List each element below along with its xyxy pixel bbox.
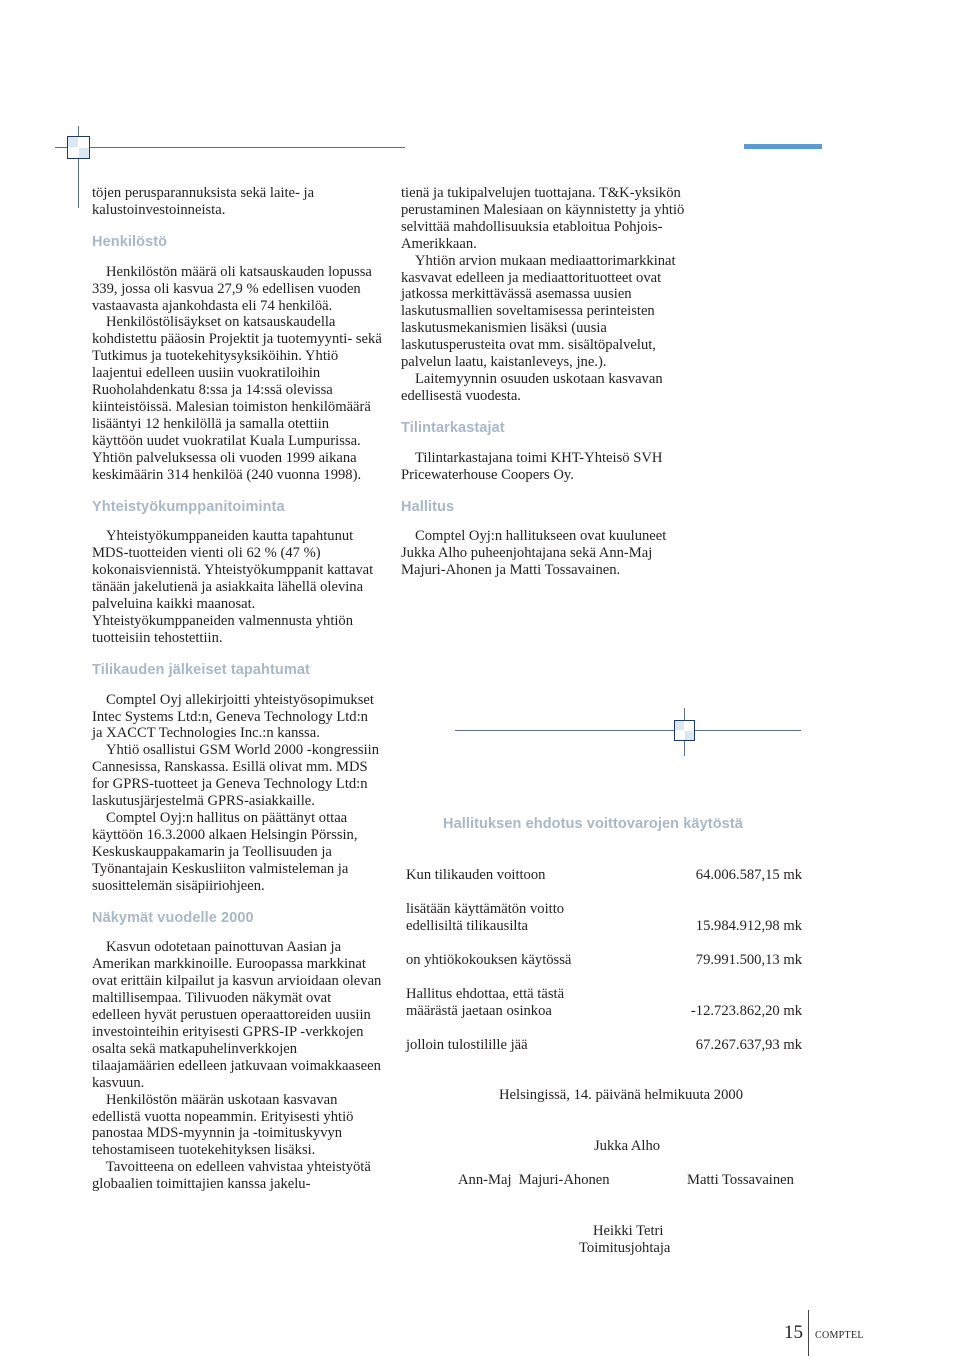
signature-ceo-title: Toimitusjohtaja (579, 1240, 671, 1256)
paragraph: tienä ja tukipalvelujen tuottajana. T&K-yksikön perustaminen Malesiaan on käynnistetty ja yhtiö selvittää mahdollisuuksia etabloitua Pohjois-Amerikkaan. (401, 185, 685, 252)
paragraph: Henkilöstön määrän uskotaan kasvavan edellistä vuotta nopeammin. Erityisesti yhtiö panostaa MDS-myynnin ja -toimituskyvyn tehostamiseen tuotekehityksen lisäksi. (92, 1091, 354, 1159)
right-column (401, 185, 691, 579)
row-value: 64.006.587,15 mk (695, 867, 802, 883)
paragraph: Comptel Oyj allekirjoitti yhteistyösopimukset Intec Systems Ltd:n, Geneva Technology Ltd:n ja XACCT Technologies Inc.:n kanssa. (92, 691, 374, 742)
signature-ceo-name: Heikki Tetri (593, 1223, 664, 1239)
signature-chair: Jukka Alho (594, 1138, 661, 1154)
crop-mark-middle (0, 700, 960, 770)
place-date: Helsingissä, 14. päivänä helmikuuta 2000 (499, 1087, 743, 1103)
heading-nakymat: Näkymät vuodelle 2000 (92, 909, 254, 926)
paragraph: Yhtiö osallistui GSM World 2000 -kongressiin Cannesissa, Ranskassa. Esillä olivat mm. MDS for GPRS-tuotteet ja Geneva Technology Ltd:n laskutusjärjestelmä GPRS-asiakkaille. (92, 742, 380, 810)
paragraph: Henkilöstölisäykset on katsauskaudella kohdistettu pääosin Projektit ja tuotemyynti- sekä Tutkimus ja tuotekehitysyksiköihin. Yhtiö laajentui edelleen uusiin vuokratiloihin Ruoholahdenkatu 8:ssa ja 14:ssä olevissa kiinteistöissä. Malesian toimiston henkilömäärä lisääntyi 12 henkilöllä ja samalla otettiin käyttöön uudet vuokratilat Kuala Lumpurissa. Yhtiön palveluksessa oli vuoden 1999 aikana keskimäärin 314 henkilöä (240 vuonna 1998). (92, 314, 382, 483)
heading-tilintarkastajat: Tilintarkastajat (401, 419, 505, 436)
paragraph: Henkilöstön määrä oli katsauskauden lopussa 339, jossa oli kasvua 27,9 % edellisen vuoden vastaavasta ajankohdasta eli 74 henkilöä. (92, 263, 372, 314)
row-label: jolloin tulostilille jää (406, 1037, 528, 1053)
heading-yhteistyo: Yhteistyökumppanitoiminta (92, 498, 285, 515)
company-name: COMPTEL (815, 1330, 864, 1341)
row-value: -12.723.862,20 mk (690, 1003, 802, 1019)
proposal-table (406, 867, 802, 1067)
paragraph: Tilintarkastajana toimi KHT-Yhteisö SVH Pricewaterhouse Coopers Oy. (401, 449, 663, 483)
row-value: 79.991.500,13 mk (695, 952, 802, 968)
row-value: 15.984.912,98 mk (695, 918, 802, 934)
page-number: 15 (784, 1322, 803, 1343)
heading-henkilosto: Henkilöstö (92, 233, 168, 250)
accent-bar (744, 144, 822, 149)
paragraph: Laitemyynnin osuuden uskotaan kasvavan edellisestä vuodesta. (401, 370, 663, 404)
heading-hallitus: Hallitus (401, 498, 455, 515)
signature-member: Ann-Maj Majuri-Ahonen (458, 1172, 610, 1188)
row-value: 67.267.637,93 mk (695, 1037, 802, 1053)
row-label: Hallitus ehdottaa, että tästä määrästä jaetaan osinkoa (406, 986, 565, 1019)
heading-proposal: Hallituksen ehdotus voittovarojen käytöstä (443, 816, 743, 832)
heading-tilikauden: Tilikauden jälkeiset tapahtumat (92, 661, 310, 678)
paragraph: Tavoitteena on edelleen vahvistaa yhteistyötä globaalien toimittajien kanssa jakelu- (92, 1159, 371, 1193)
intro-text: töjen perusparannuksista sekä laite- ja kalustoinvestoinneista. (92, 185, 315, 218)
row-label: on yhtiökokouksen käytössä (406, 952, 572, 968)
left-column (92, 185, 382, 1193)
paragraph: Comptel Oyj:n hallitukseen ovat kuuluneet Jukka Alho puheenjohtajana sekä Ann-Maj Majuri-Ahonen ja Matti Tossavainen. (401, 528, 667, 579)
paragraph: Comptel Oyj:n hallitus on päättänyt ottaa käyttöön 16.3.2000 alkaen Helsingin Pörssin, Keskuskauppakamarin ja Teollisuuden ja Työnantajain Keskusliiton valmisteleman ja suosittelemän sisäpiiriohjeen. (92, 810, 358, 894)
row-label: lisätään käyttämätön voitto edellisiltä tilikausilta (406, 901, 565, 934)
paragraph: Yhteistyökumppaneiden kautta tapahtunut MDS-tuotteiden vienti oli 62 % (47 %) kokonaisviennistä. Yhteistyökumppanit kattavat tänään jakelutienä ja asiakkaita lähellä olevina palveluina kaikki maanosat. Yhteistyökumppaneiden valmennusta yhtiön tuotteisiin tehostettiin. (92, 528, 374, 646)
paragraph: Kasvun odotetaan painottuvan Aasian ja Amerikan markkinoille. Euroopassa markkinat ovat erittäin kilpailut ja kasvun arvioidaan olevan maltillisempaa. Tilivuoden näkymät ovat edelleen hyvät perustuen operaattoreiden uusiin investointeihin erityisesti GPRS-IP -verkkojen osalta sekä matkapuhelinverkkojen tilaajamäärien edelleen jatkuvaan voimakkaaseen kasvuun. (92, 939, 382, 1091)
signature-member: Matti Tossavainen (687, 1172, 794, 1188)
footer-divider (808, 1310, 809, 1356)
paragraph: Yhtiön arvion mukaan mediaattorimarkkinat kasvavat edelleen ja mediaattorituotteet ovat jatkossa merkittävässä asemassa uusien laskutusmallien soveltamisessa perinteisten laskutusmekanismien lisäksi (uusia laskutusperusteita ovat mm. sisältöpalvelut, palvelun laatu, kaistanleveys, jne.). (401, 252, 676, 371)
row-label: Kun tilikauden voittoon (406, 867, 546, 883)
